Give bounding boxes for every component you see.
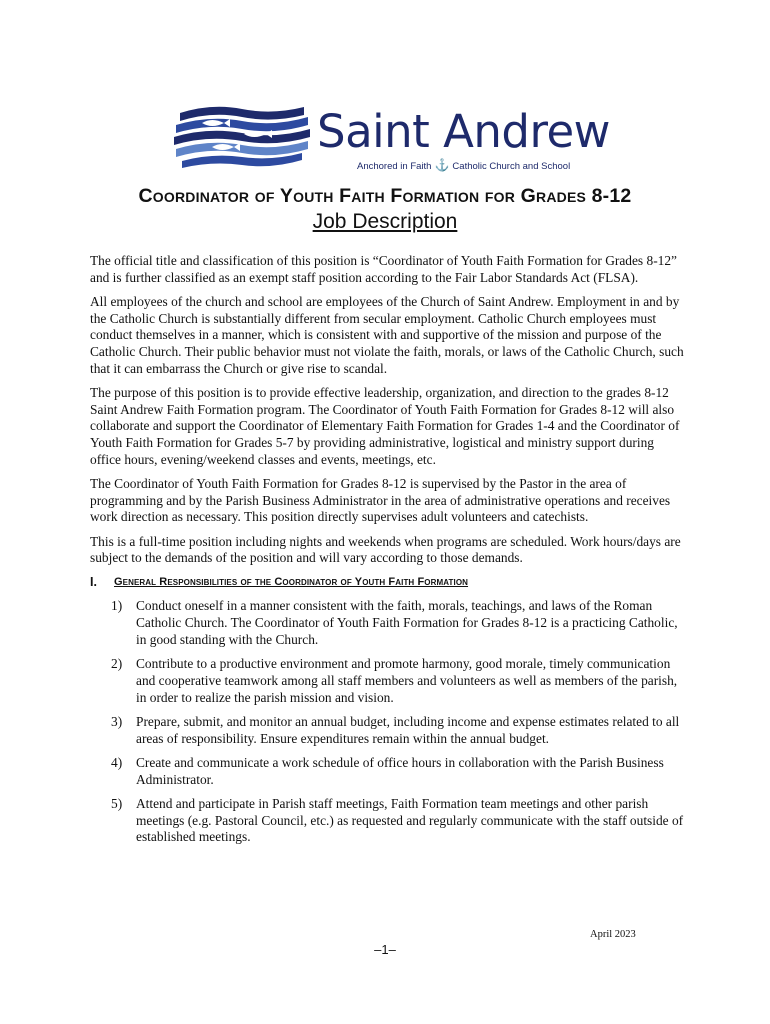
logo-wordmark: Saint Andrew — [317, 105, 610, 158]
section-title: General Responsibilities of the Coordinator of Youth Faith Formation — [114, 576, 469, 589]
logo-tagline-left: Anchored in Faith — [357, 161, 432, 172]
paragraph-classification: The official title and classification of this position is “Coordinator of Youth Faith Formation for Grades 8-12” and is further classified as an exempt staff position according to the Fair Labor Standards Act (FLSA). — [90, 253, 677, 285]
fish-waves-logo-mark — [172, 103, 312, 173]
list-item — [90, 714, 684, 747]
list-item — [90, 755, 684, 788]
section-number: I. — [90, 575, 97, 590]
paragraph-hours: This is a full-time position including nights and weekends when programs are scheduled. Work hours/days are subject to the demands of the position and will vary according to those demands. — [90, 533, 681, 566]
logo-tagline-right: Catholic Church and School — [452, 161, 571, 172]
list-item-number: 5) — [111, 795, 123, 811]
saint-andrew-logo — [172, 103, 610, 175]
section-heading — [90, 574, 684, 592]
list-item — [90, 598, 684, 648]
list-item — [90, 656, 684, 706]
list-item — [90, 796, 684, 846]
page-subtitle: Job Description — [312, 210, 458, 233]
page-title: Coordinator of Youth Faith Formation for Grades 8-12 — [138, 185, 632, 207]
paragraph-employees: All employees of the church and school are employees of the Church of Saint Andrew. Employment in and by the Catholic Church is substantially different from secular employment. Catholic Church employees must conduct themselves in a manner, which is consistent with and supportive of the mission and purpose of the Catholic Church. Their public behavior must not violate the faith, morals, or laws of the Catholic Church, such that it can embarrass the Church or give rise to scandal. — [90, 293, 684, 376]
paragraph-supervision: The Coordinator of Youth Faith Formation for Grades 8-12 is supervised by the Pastor in the area of programming and by the Parish Business Administrator in the area of administrative operations and receives work direction as necessary. This position directly supervises adult volunteers and catechists. — [90, 475, 671, 525]
list-item-number: 1) — [111, 598, 123, 614]
list-item-text: Contribute to a productive environment and promote harmony, good morale, timely communication and cooperative teamwork among all staff members and volunteers as well as members of the parish, in order to realize the parish mission and vision. — [136, 656, 678, 705]
paragraph-purpose: The purpose of this position is to provide effective leadership, organization, and direction to the grades 8-12 Saint Andrew Faith Formation program. The Coordinator of Youth Faith Formation for Grades 8-12 will also collaborate and support the Coordinator of Elementary Faith Formation for Grades 1-4 and the Coordinator of Youth Faith Formation for Grades 5-7 by providing administrative, logistical and ministry support during office hours, evening/weekend classes and events, meetings, etc. — [90, 384, 680, 467]
logo-tagline — [357, 158, 570, 172]
document-body — [90, 253, 684, 854]
page-number: –1– — [374, 942, 396, 957]
responsibilities-list — [90, 598, 684, 846]
list-item-number: 3) — [111, 713, 123, 729]
list-item-number: 4) — [111, 754, 123, 770]
list-item-text: Conduct oneself in a manner consistent with the faith, morals, teachings, and laws of the Roman Catholic Church. The Coordinator of Youth Faith Formation for Grades 8-12 is a practicing Catholic, in good standing with the Church. — [136, 598, 678, 647]
list-item-text: Prepare, submit, and monitor an annual budget, including income and expense estimates related to all areas of responsibility. Ensure expenditures remain within the annual budget. — [136, 713, 680, 746]
list-item-text: Create and communicate a work schedule of office hours in collaboration with the Parish Business Administrator. — [136, 754, 664, 787]
footer-date: April 2023 — [590, 929, 636, 940]
list-item-text: Attend and participate in Parish staff meetings, Faith Formation team meetings and other parish meetings (e.g. Pastoral Council, etc.) as requested and regularly communicate with the staff outside of established meetings. — [136, 795, 684, 845]
anchor-icon: ⚓ — [434, 158, 450, 172]
list-item-number: 2) — [111, 656, 123, 672]
